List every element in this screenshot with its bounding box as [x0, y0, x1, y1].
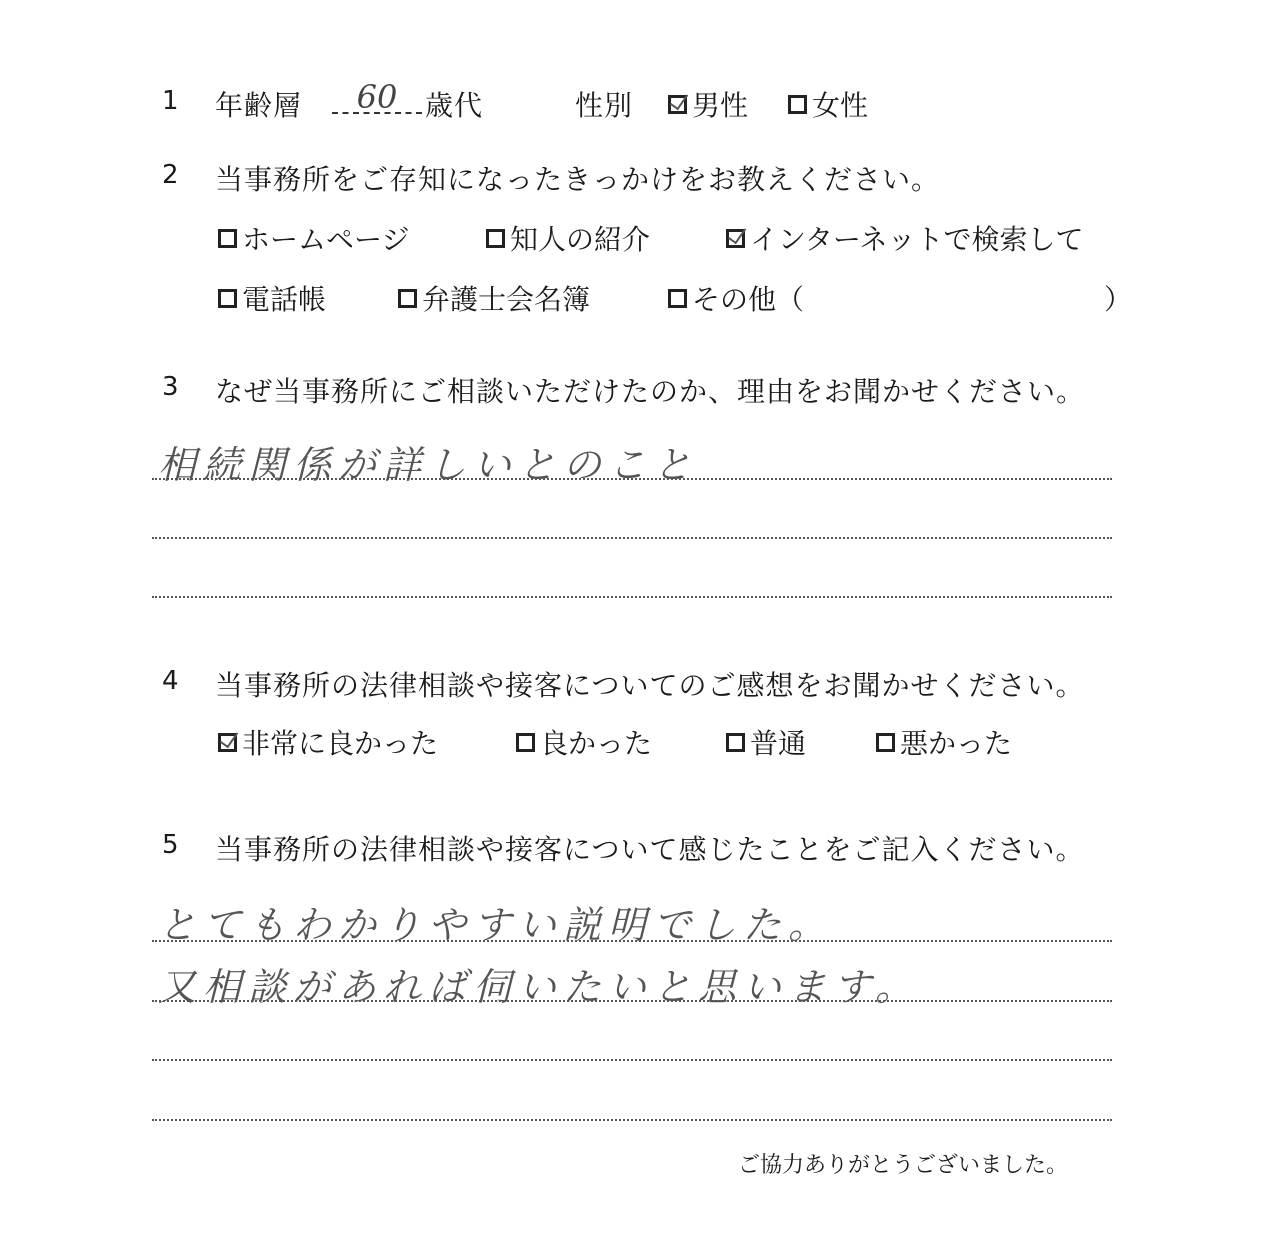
answer-line — [152, 1000, 1112, 1002]
q4-option-normal[interactable] — [726, 722, 806, 762]
q4-question: 当事務所の法律相談や接客についてのご感想をお聞かせください。 — [215, 669, 1085, 702]
option-label: 電話帳 — [242, 283, 327, 316]
option-label: 知人の紹介 — [510, 223, 651, 256]
option-label: 普通 — [750, 727, 807, 760]
q4-number: 4 — [162, 666, 179, 696]
checkbox-icon — [788, 95, 807, 114]
q2-option-other[interactable] — [668, 278, 804, 318]
q5-number: 5 — [162, 830, 179, 860]
option-label: 悪かった — [900, 727, 1013, 760]
q3-question: なぜ当事務所にご相談いただけたのか、理由をお聞かせください。 — [215, 375, 1086, 408]
q1-age-value: 60 — [332, 82, 422, 114]
checkbox-icon — [486, 229, 505, 248]
q5-handwritten-answer-line1: とてもわかりやすい説明でした。 — [158, 903, 834, 947]
option-label: 男性 — [692, 89, 749, 122]
q3-number: 3 — [162, 372, 179, 402]
q2-question: 当事務所をご存知になったきっかけをお教えください。 — [215, 163, 941, 196]
answer-line — [152, 1059, 1112, 1061]
q1-gender-label: 性別 — [575, 89, 634, 122]
q3-handwritten-answer: 相続関係が詳しいとのこと — [158, 443, 699, 487]
checkbox-checked-icon — [218, 733, 237, 752]
q5-handwritten-answer-line2: 又相談があれば伺いたいと思います。 — [158, 965, 920, 1009]
option-label: 弁護士会名簿 — [422, 283, 591, 316]
answer-line — [152, 596, 1112, 598]
checkbox-checked-icon — [726, 229, 745, 248]
q1-age-label: 年齢層 — [215, 89, 303, 122]
checkbox-checked-icon — [668, 95, 687, 114]
answer-line — [152, 1119, 1112, 1121]
q4-option-bad[interactable] — [876, 722, 1012, 762]
q1-option-female[interactable] — [788, 84, 868, 124]
checkbox-icon — [876, 733, 895, 752]
q5-question: 当事務所の法律相談や接客について感じたことをご記入ください。 — [215, 833, 1085, 866]
q2-option-referral[interactable] — [486, 218, 650, 258]
checkbox-icon — [218, 289, 237, 308]
q1-option-male[interactable] — [668, 84, 748, 124]
checkbox-icon — [398, 289, 417, 308]
q4-option-good[interactable] — [516, 722, 652, 762]
q2-option-phonebook[interactable] — [218, 278, 326, 318]
q2-number: 2 — [162, 160, 179, 190]
q2-other-close-paren: ） — [1104, 283, 1134, 316]
answer-line — [152, 537, 1112, 539]
option-label: ホームページ — [242, 223, 410, 256]
option-label: 女性 — [812, 89, 869, 122]
option-label: その他（ — [692, 283, 805, 316]
option-label: 非常に良かった — [242, 727, 439, 760]
q4-option-very-good[interactable] — [218, 722, 438, 762]
answer-line — [152, 478, 1112, 480]
q1-age-suffix: 歳代 — [425, 89, 484, 122]
q2-option-bar-directory[interactable] — [398, 278, 590, 318]
option-label: 良かった — [540, 727, 653, 760]
thank-you-note: ご協力ありがとうございました。 — [738, 1153, 1069, 1178]
checkbox-icon — [218, 229, 237, 248]
option-label: インターネットで検索して — [750, 223, 1084, 256]
checkbox-icon — [668, 289, 687, 308]
q1-age-field — [332, 78, 428, 116]
q2-option-internet[interactable] — [726, 218, 1083, 258]
q1-number: 1 — [162, 86, 179, 116]
checkbox-icon — [726, 733, 745, 752]
answer-line — [152, 940, 1112, 942]
q2-option-homepage[interactable] — [218, 218, 409, 258]
checkbox-icon — [516, 733, 535, 752]
